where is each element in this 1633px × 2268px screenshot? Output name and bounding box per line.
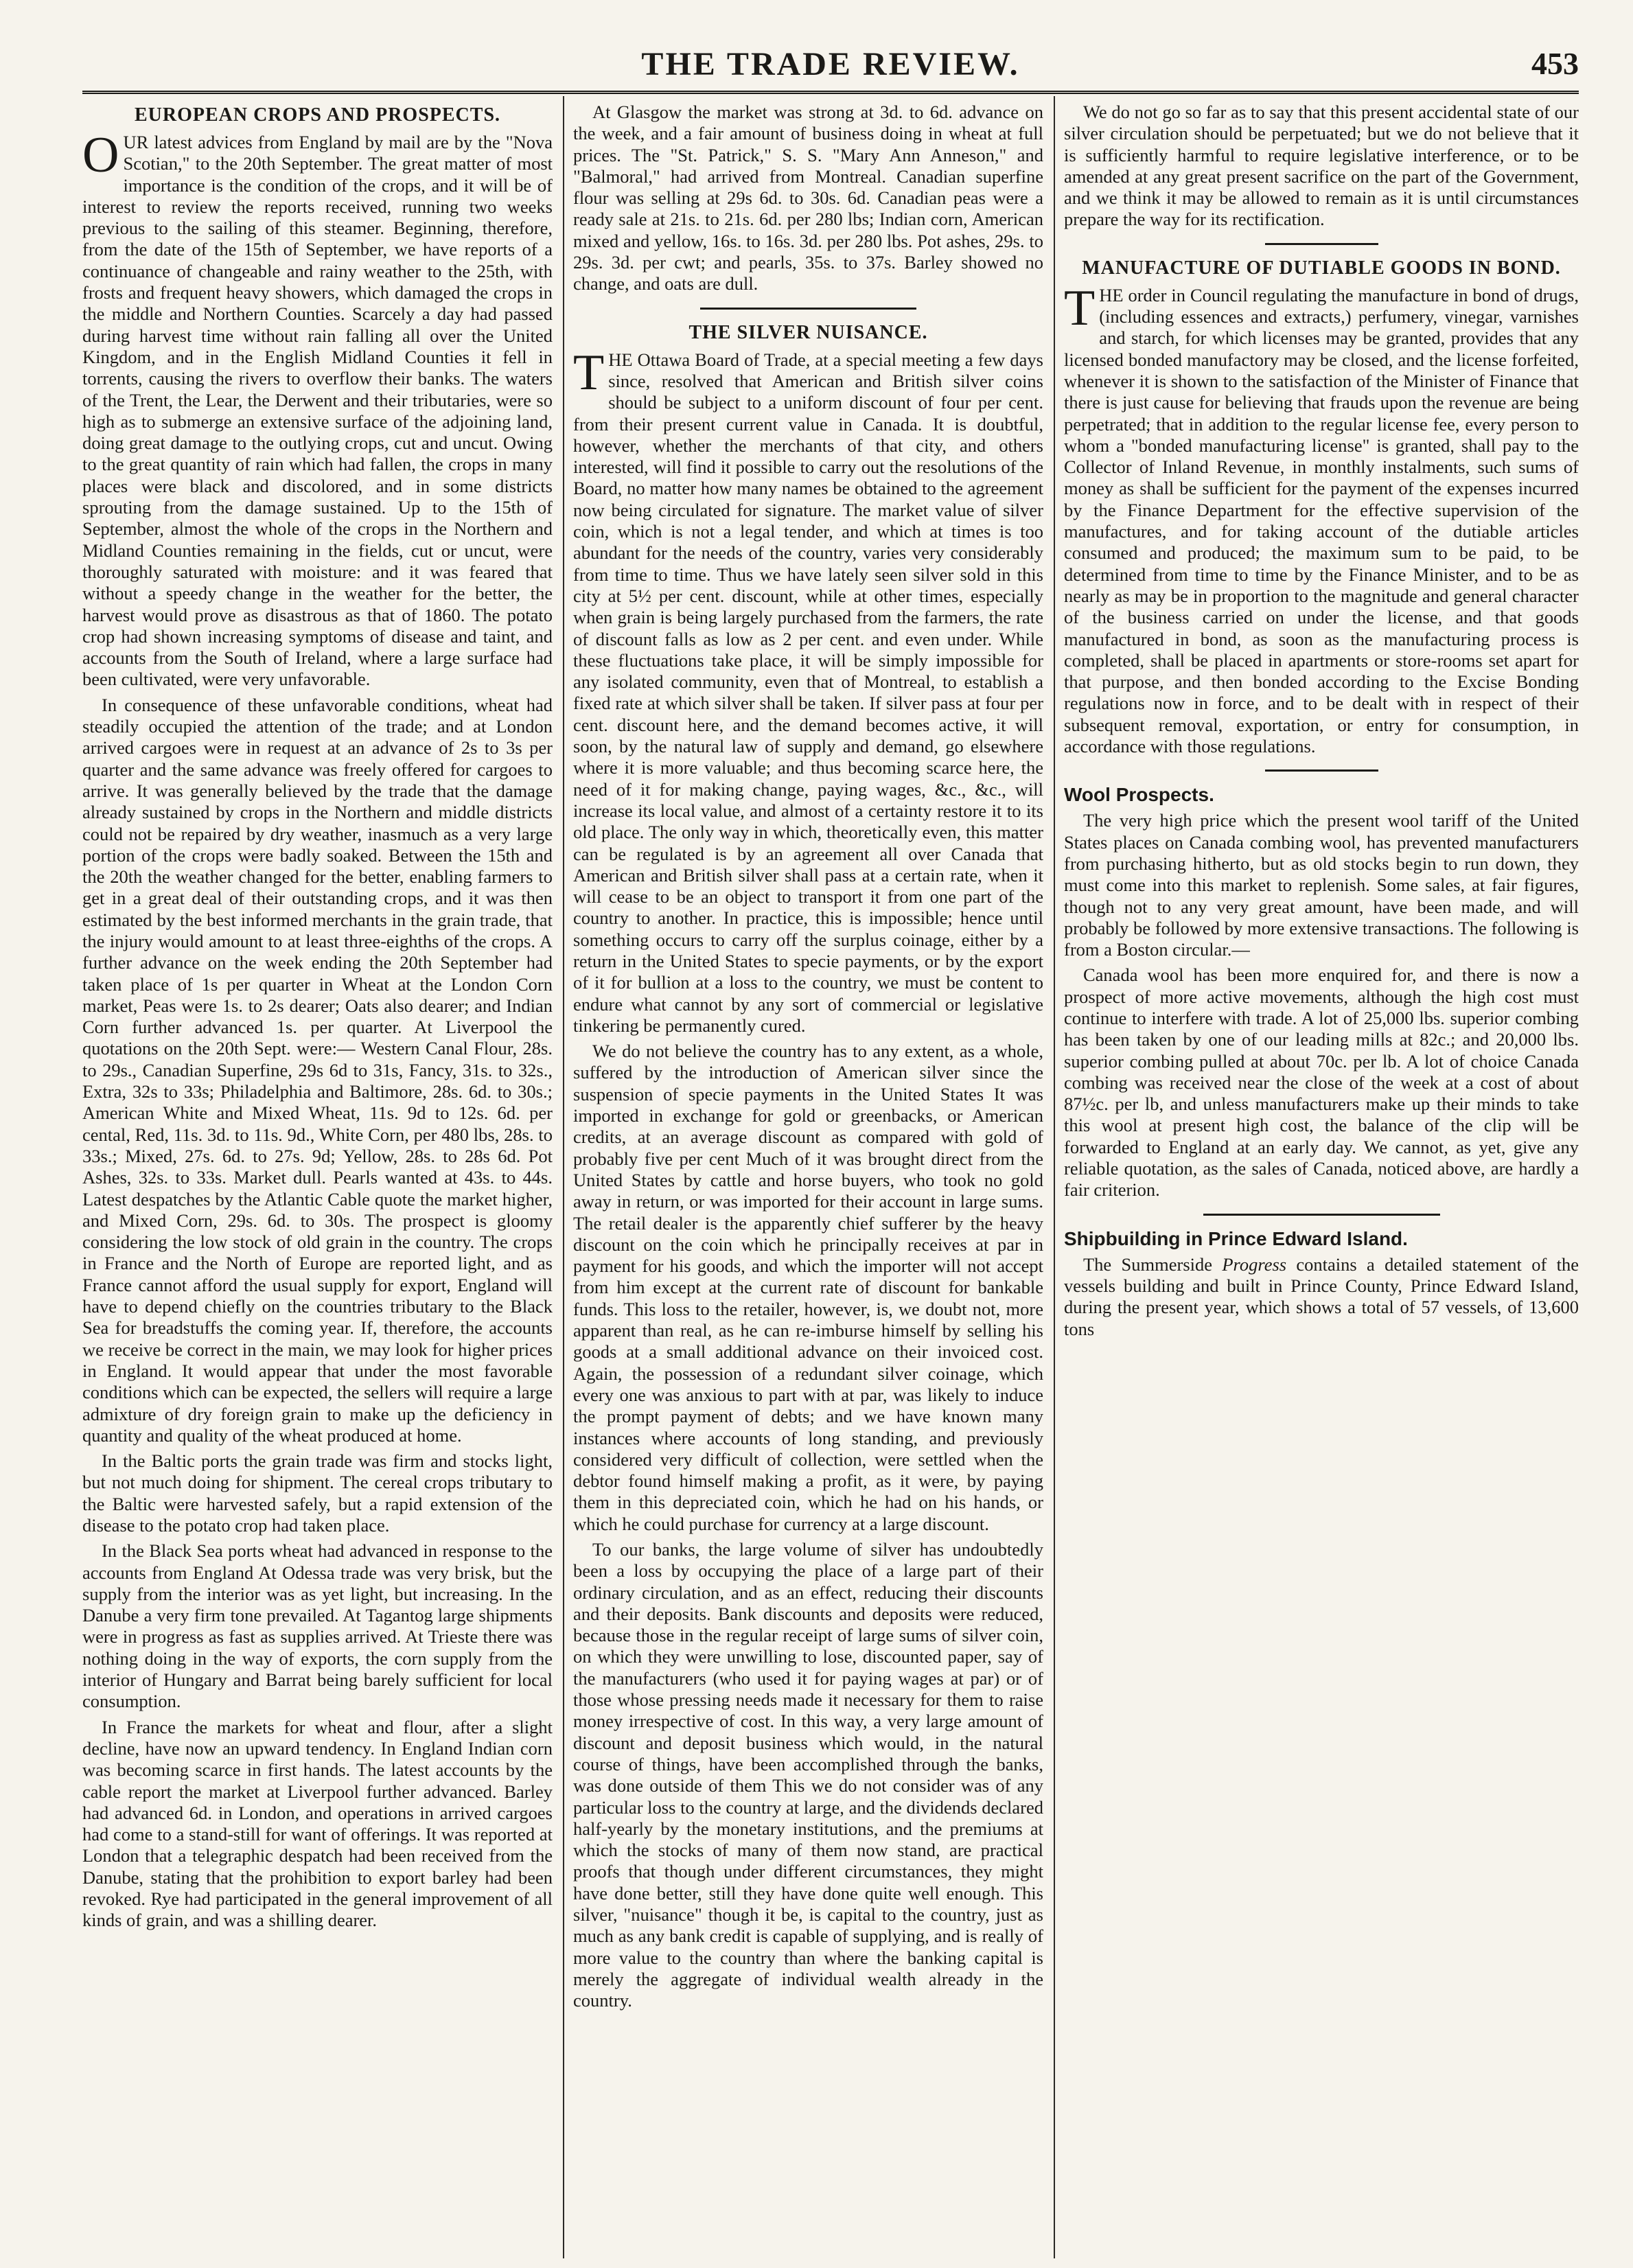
article-paragraph: The very high price which the present wool tariff of the United States places on Canada combing wool, has prevented manufacturers from purchasing hitherto, but as old stocks begin to run down, they must come into this market to replenish. Some sales, at fair figures, though not to any very great amount, have been made, and will probably be followed by more extensive transactions. The following is from a Boston circular.—	[1064, 810, 1579, 960]
article-paragraph: In France the markets for wheat and flour, after a slight decline, have now an upward tendency. In England Indian corn was becoming scarce in first hands. The latest accounts by the cable report the market at Liverpool further advanced. Barley had advanced 6d. in London, and operations in arrived cargoes had come to a stand-still for want of offerings. It was reported at London that a telegraphic despatch had been received from the Danube, stating that the prohibition to export barley had been revoked. Rye had participated in the general improvement of all kinds of grain, and was a shilling dearer.	[82, 1716, 553, 1931]
article-heading-shipbuilding: Shipbuilding in Prince Edward Island.	[1064, 1227, 1408, 1249]
article-separator	[1203, 1214, 1440, 1216]
masthead-rule	[82, 91, 1579, 94]
article-paragraph: In consequence of these unfavorable conditions, wheat had steadily occupied the attention of the trade; and at London arrived cargoes were in request at an advance of 2s to 3s per quarter and the same advance was freely offered for cargoes to arrive. It was generally believed by the trade that the damage already sustained by crops in the Northern and middle districts could not be repaired by dry weather, inasmuch as a very large portion of the crops were badly soaked. Between the 15th and the 20th the weather changed for the better, enabling farmers to get in a great deal of their outstanding crops, and it was then estimated by the best informed merchants in the grain trade, that the injury would amount to at least three-eighths of the crops. A further advance on the week ending the 20th September had taken place of 1s per quarter in Wheat at the London Corn market, Peas were 1s. to 2s dearer; Oats also dearer; and Indian Corn further advanced 1s. per quarter. At Liverpool the quotations on the 20th Sept. were:— Western Canal Flour, 28s. to 29s., Canadian Superfine, 29s 6d to 31s, Fancy, 31s. to 32s., Extra, 32s to 33s; Philadelphia and Baltimore, 28s. 6d. to 30s.; American White and Mixed Wheat, 11s. 9d to 12s. 6d. per cental, Red, 11s. 3d. to 11s. 9d., White Corn, per 480 lbs, 28s. to 33s.; Mixed, 27s. 6d. to 27s. 9d; Yellow, 28s. to 28s 6d. Pot Ashes, 32s. to 33s. Market dull. Pearls wanted at 43s. to 44s. Latest despatches by the Atlantic Cable quote the market higher, and Mixed Corn, 29s. 6d. to 30s. The prospect is gloomy considering the low stock of old grain in the country. The crops in France and the North of Europe are reported light, and as France cannot afford the usual supply for export, England will have to depend chiefly on the countries tributary to the Black Sea for breadstuffs the coming year. If, therefore, the accounts we receive be correct in the main, we may look for higher prices in England. It would appear that under the most favorable conditions which can be expected, the sellers will require a large admixture of dry foreign grain to make up the deficiency in quantity and quality of the wheat produced at home.	[82, 694, 553, 1446]
drop-cap: T	[1064, 279, 1096, 336]
paragraph-text: contains a detailed statement of the vessels building and built in Prince County, Prince Edward Island, during the present year, which shows a total of 57 vessels, of 13,600 tons	[1064, 1253, 1579, 1339]
drop-cap: O	[82, 127, 119, 183]
paragraph-text: HE order in Council regulating the manufacture in bond of drugs, (including essences and extracts,) perfumery, vinegar, varnishes and starch, for which licenses may be granted, provides that any licensed bonded manufactory may be closed, and the license forfeited, whenever it is shown to the satisfaction of the Minister of Finance that there is just cause for believing that frauds upon the revenue are being perpetrated; that in addition to the regular license fee, every person to whom a "bonded manufacturing license" is granted, shall pay to the Collector of Inland Revenue, in monthly instalments, such sums of money as shall be sufficient for the payment of the expenses incurred by the Finance Department for the effective supervision of the manufactures, and for taking account of the dutiable articles consumed and produced; the maximum sum to be paid, to be determined from time to time by the Finance Minister, and to be as nearly as may be in proportion to the magnitude and general character of the business carried on under the license, and that goods manufactured in bond, as soon as the manufacturing process is completed, shall be placed in apartments or store-rooms set apart for that purpose, and then bonded according to the Excise Bonding regulations now in force, and to be dealt with in respect of their subsequent removal, exportation, or entry for consumption, in accordance with those regulations.	[1064, 284, 1579, 757]
column-3	[1064, 102, 1579, 2250]
paragraph-text: UR latest advices from England by mail are by the "Nova Scotian," to the 20th September. The great matter of most importance is the condition of the crops, and it will be of interest to review the reports received, running two weeks previous to the sailing of this steamer. Beginning, therefore, from the date of the 15th of September, we have reports of a continuance of changeable and rainy weather to the 25th, with frosts and frequent heavy showers, which damaged the crops in the middle and Northern Counties. Scarcely a day had passed during harvest time without rain falling all over the United Kingdom, and in the English Midland Counties it fell in torrents, causing the rivers to overflow their banks. The waters of the Trent, the Lear, the Derwent and their tributaries, were so high as to submerge an extensive surface of the adjoining land, doing great damage to the outlying crops, cut and uncut. Owing to the great quantity of rain which had fallen, the crops in many places were black and discolored, and in some districts sprouting from the damage sustained. Up to the 15th of September, almost the whole of the crops in the Northern and Midland Counties remaining in the fields, cut or uncut, were thoroughly saturated with moisture: and it was feared that without a speedy change in the weather for the better, the harvest would prove as disastrous as that of 1860. The potato crop had shown increasing symptoms of disease and taint, and accounts from the South of Ireland, where a large surface had been cultivated, were very unfavorable.	[82, 132, 553, 690]
article-paragraph: We do not go so far as to say that this present accidental state of our silver circulation should be perpetuated; but we do not believe that it is sufficiently harmful to require legislative interference, or to be amended at any great present sacrifice on the part of the Government, and we think it may be allowed to remain as it is until circumstances prepare the way for its rectification.	[1064, 102, 1579, 230]
article-heading-european-crops: EUROPEAN CROPS AND PROSPECTS.	[134, 104, 501, 126]
article-paragraph: In the Black Sea ports wheat had advanced in response to the accounts from England At Odessa trade was very brisk, but the supply from the interior was as yet light, but increasing. In the Danube a very firm tone prevailed. At Tagantog large shipments were in progress as fast as supplies arrived. At Trieste there was nothing doing in the way of exports, the corn supply from the interior of Hungary and Barrat being barely sufficient for local consumption.	[82, 1540, 553, 1712]
article-paragraph: We do not believe the country has to any extent, as a whole, suffered by the introduction of American silver since the suspension of specie payments in the United States It was imported in exchange for gold or greenbacks, or American credits, at an average discount as compared with gold of probably five per cent Much of it was brought direct from the United States by cattle and horse buyers, who took no gold away in return, or was imported for their account in large sums. The retail dealer is the apparently chief sufferer by the heavy discount on the coin which he principally receives at par in payment for his goods, and which the importer will not accept from him except at the current rate of discount for bankable funds. This loss to the retailer, however, is, we doubt not, more apparent than real, as he can re-imburse himself by selling his goods at a small additional advance on their invoiced cost. Again, the possession of a redundant silver coinage, which every one was anxious to part with at par, was likely to induce the prompt payment of debts; and we have known many instances where accounts of long standing, and previously considered very difficult of collection, were settled when the debtor found himself making a profit, as it were, by paying them in this depreciated coin, which he had on his hands, or which he could purchase for currency at a large discount.	[573, 1041, 1043, 1534]
article-paragraph: To our banks, the large volume of silver has undoubtedly been a loss by occupying the place of a large part of their ordinary circulation, and as an effect, reducing their discounts and their deposits. Bank discounts and deposits were reduced, because those in the regular receipt of large sums of silver coin, on which they were unwilling to lose, discounted paper, say of the manufacturers (who used it for paying wages at par) or of those whose pressing needs made it necessary for them to raise money irrespective of cost. In this way, a very large amount of discount and deposit business which would, in the natural course of things, have been accomplished through the banks, was done outside of them This we do not consider was of any particular loss to the country at large, and the dividends declared half-yearly by the monetary institutions, and the premiums at which the stocks of many of them now stand, are practical proofs that though under different circumstances, they might have done better, still they have done quite well enough. This silver, "nuisance" though it be, is capital to the country, just as much as any bank credit is capable of supplying, and is really of more value to the country than where the banking capital is merely the aggregate of individual wealth already in the country.	[573, 1539, 1043, 2011]
newspaper-name: Progress	[1222, 1253, 1287, 1275]
column-divider	[1054, 96, 1055, 2258]
drop-cap: T	[573, 344, 605, 401]
page-number: 453	[1531, 46, 1579, 81]
article-paragraph: At Glasgow the market was strong at 3d. to 6d. advance on the week, and a fair amount of business doing in wheat at full prices. The "St. Patrick," S. S. "Mary Ann Anneson," and "Balmoral," had arrived from Montreal. Canadian superfine flour was selling at 29s 6d. to 30s. 6d. Canadian peas were a ready sale at 21s. to 21s. 6d. per 280 lbs; Indian corn, American mixed and yellow, 16s. to 16s. 3d. per 280 lbs. Pot ashes, 29s. to 29s. 3d. per cwt; and pearls, 35s. to 37s. Barley showed no change, and oats are dull.	[573, 102, 1043, 294]
article-separator	[1265, 769, 1378, 772]
masthead	[82, 45, 1579, 93]
article-heading-wool-prospects: Wool Prospects.	[1064, 784, 1214, 806]
article-paragraph: Canada wool has been more enquired for, and there is now a prospect of more active movements, although the high cost must continue to interfere with trade. A lot of 25,000 lbs. superior combing has been taken by one of our leading mills at 82c.; and 20,000 lbs. superior combing pulled at about 70c. per lb. A lot of choice Canada combing was received near the close of the week at a cost of about 87½c. per lb, and unless manufacturers make up their minds to take this wool at present high cost, the balance of the clip will be forwarded to England at an early day. We cannot, as yet, give any reliable quotation, as the sales of Canada, noticed above, are hardly a fair criterion.	[1064, 964, 1579, 1201]
article-heading-dutiable-goods: MANUFACTURE OF DUTIABLE GOODS IN BOND.	[1082, 257, 1561, 279]
column-2	[573, 102, 1043, 2250]
article-paragraph	[1064, 1254, 1579, 1340]
article-paragraph	[573, 344, 1043, 1037]
paragraph-text: The Summerside	[1083, 1253, 1223, 1275]
column-1	[82, 102, 553, 2250]
article-heading-silver-nuisance: THE SILVER NUISANCE.	[688, 321, 928, 343]
paragraph-text: HE Ottawa Board of Trade, at a special meeting a few days since, resolved that American and British silver coins should be subject to a uniform discount of four per cent. from their present current value in Canada. It is doubtful, however, whether the merchants of that city, and others interested, will find it possible to carry out the resolutions of the Board, no matter how many names be obtained to the agreement now being circulated for signature. The market value of silver coin, which is not a legal tender, and which at times is too abundant for the needs of the country, varies very considerably from time to time. Thus we have lately seen silver sold in this city at 5½ per cent. discount, while at other times, especially when grain is being largely purchased from the farmers, the rate of discount falls as low as 2 per cent. and even under. While these fluctuations take place, it will be simply impossible for any isolated community, even that of Montreal, to establish a fixed rate at which silver shall be taken. If silver pass at four per cent. discount here, and the demand becomes active, it will soon, by the natural law of supply and demand, go elsewhere where it is more valuable; and thus becoming scarce here, the need of it for making change, paying wages, &c., &c., will increase its local value, and almost of a certainty restore it to its old place. The only way in which, theoretically even, this matter can be regulated is by an agreement all over Canada that American and British silver shall pass at a certain rate, when it will cease to be an object to transport it from one part of the country to another. In practice, this is impossible; hence until something occurs to carry off the surplus coinage, either by a return in the United States to specie payments, or by the export of it for bullion at a loss to the country, we must be content to endure what cannot by any sort of commercial or legislative tinkering be permanently cured.	[573, 349, 1043, 1036]
article-separator	[700, 308, 916, 310]
article-paragraph	[82, 127, 553, 691]
article-paragraph	[1064, 279, 1579, 758]
article-separator	[1265, 243, 1378, 245]
publication-title: THE TRADE REVIEW.	[641, 46, 1020, 82]
article-paragraph: In the Baltic ports the grain trade was firm and stocks light, but not much doing for shipment. The cereal crops tributary to the Baltic were harvested safely, but a rapid extension of the disease to the potato crop had taken place.	[82, 1450, 553, 1536]
column-divider	[563, 96, 564, 2258]
